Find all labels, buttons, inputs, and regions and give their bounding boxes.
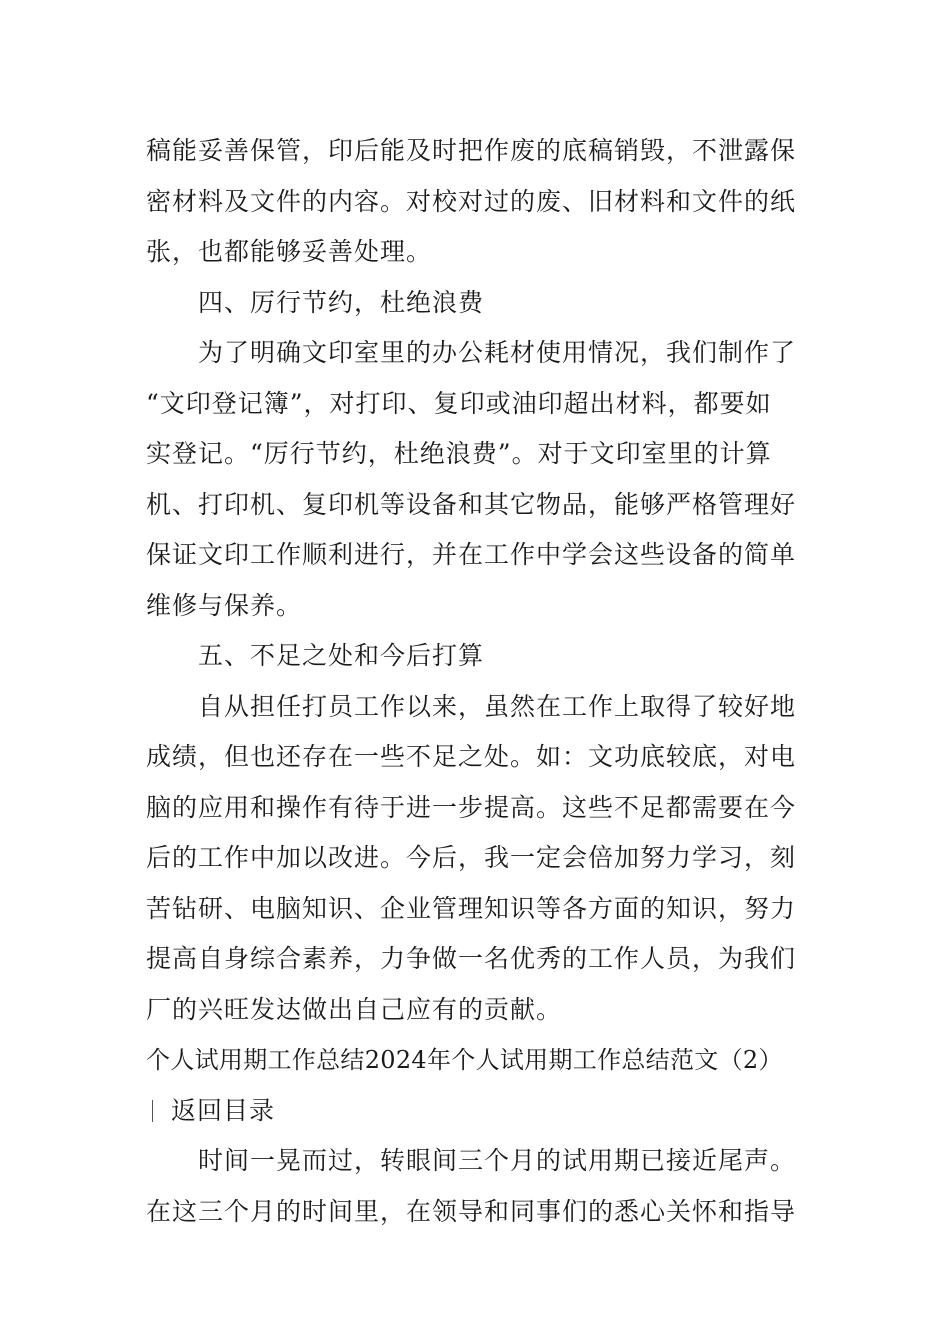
paragraph-line: 自从担任打员工作以来，虽然在工作上取得了较好地 [198,691,797,721]
section-heading: 五、不足之处和今后打算 [198,641,485,670]
return-to-toc-link[interactable]: 返回目录 [171,1095,276,1125]
paragraph-line: 密材料及文件的内容。对校对过的废、旧材料和文件的纸 [146,186,797,216]
paragraph-line: 机、打印机、复印机等设备和其它物品，能够严格管理好 [146,489,797,519]
paragraph-line: 维修与保养。 [146,590,303,620]
paragraph-line: 在这三个月的时间里，在领导和同事们的悉心关怀和指导 [146,1196,797,1226]
paragraph-line: 保证文印工作顺利进行，并在工作中学会这些设备的简单 [146,540,797,569]
paragraph-line: “文印登记簿”，对打印、复印或油印超出材料，都要如 [146,388,772,418]
paragraph-line: 苦钻研、电脑知识、企业管理知识等各方面的知识，努力 [146,893,797,923]
paragraph-line: 脑的应用和操作有待于进一步提高。这些不足都需要在今 [146,792,797,822]
paragraph-line: 张，也都能够妥善处理。 [146,237,433,266]
return-toc-row [146,1086,806,1137]
paragraph-line: 成绩，但也还存在一些不足之处。如：文功底较底，对电 [146,742,797,771]
paragraph-line: 后的工作中加以改进。今后，我一定会倍加努力学习，刻 [146,843,797,872]
paragraph-line: 时间一晃而过，转眼间三个月的试用期已接近尾声。 [198,1146,797,1175]
article-title: 个人试用期工作总结2024年个人试用期工作总结范文（2） [146,1046,783,1074]
document-page [146,126,806,1237]
section-heading: 四、厉行节约，杜绝浪费 [198,287,485,317]
paragraph-line: 为了明确文印室里的办公耗材使用情况，我们制作了 [198,338,797,367]
paragraph-line: 厂的兴旺发达做出自己应有的贡献。 [146,994,563,1024]
paragraph-line: 稿能妥善保管，印后能及时把作废的底稿销毁，不泄露保 [146,136,797,165]
paragraph-line: 实登记。“厉行节约，杜绝浪费”。对于文印室里的计算 [146,439,772,468]
toc-divider [152,1100,153,1122]
paragraph-line: 提高自身综合素养，力争做一名优秀的工作人员，为我们 [146,944,797,973]
